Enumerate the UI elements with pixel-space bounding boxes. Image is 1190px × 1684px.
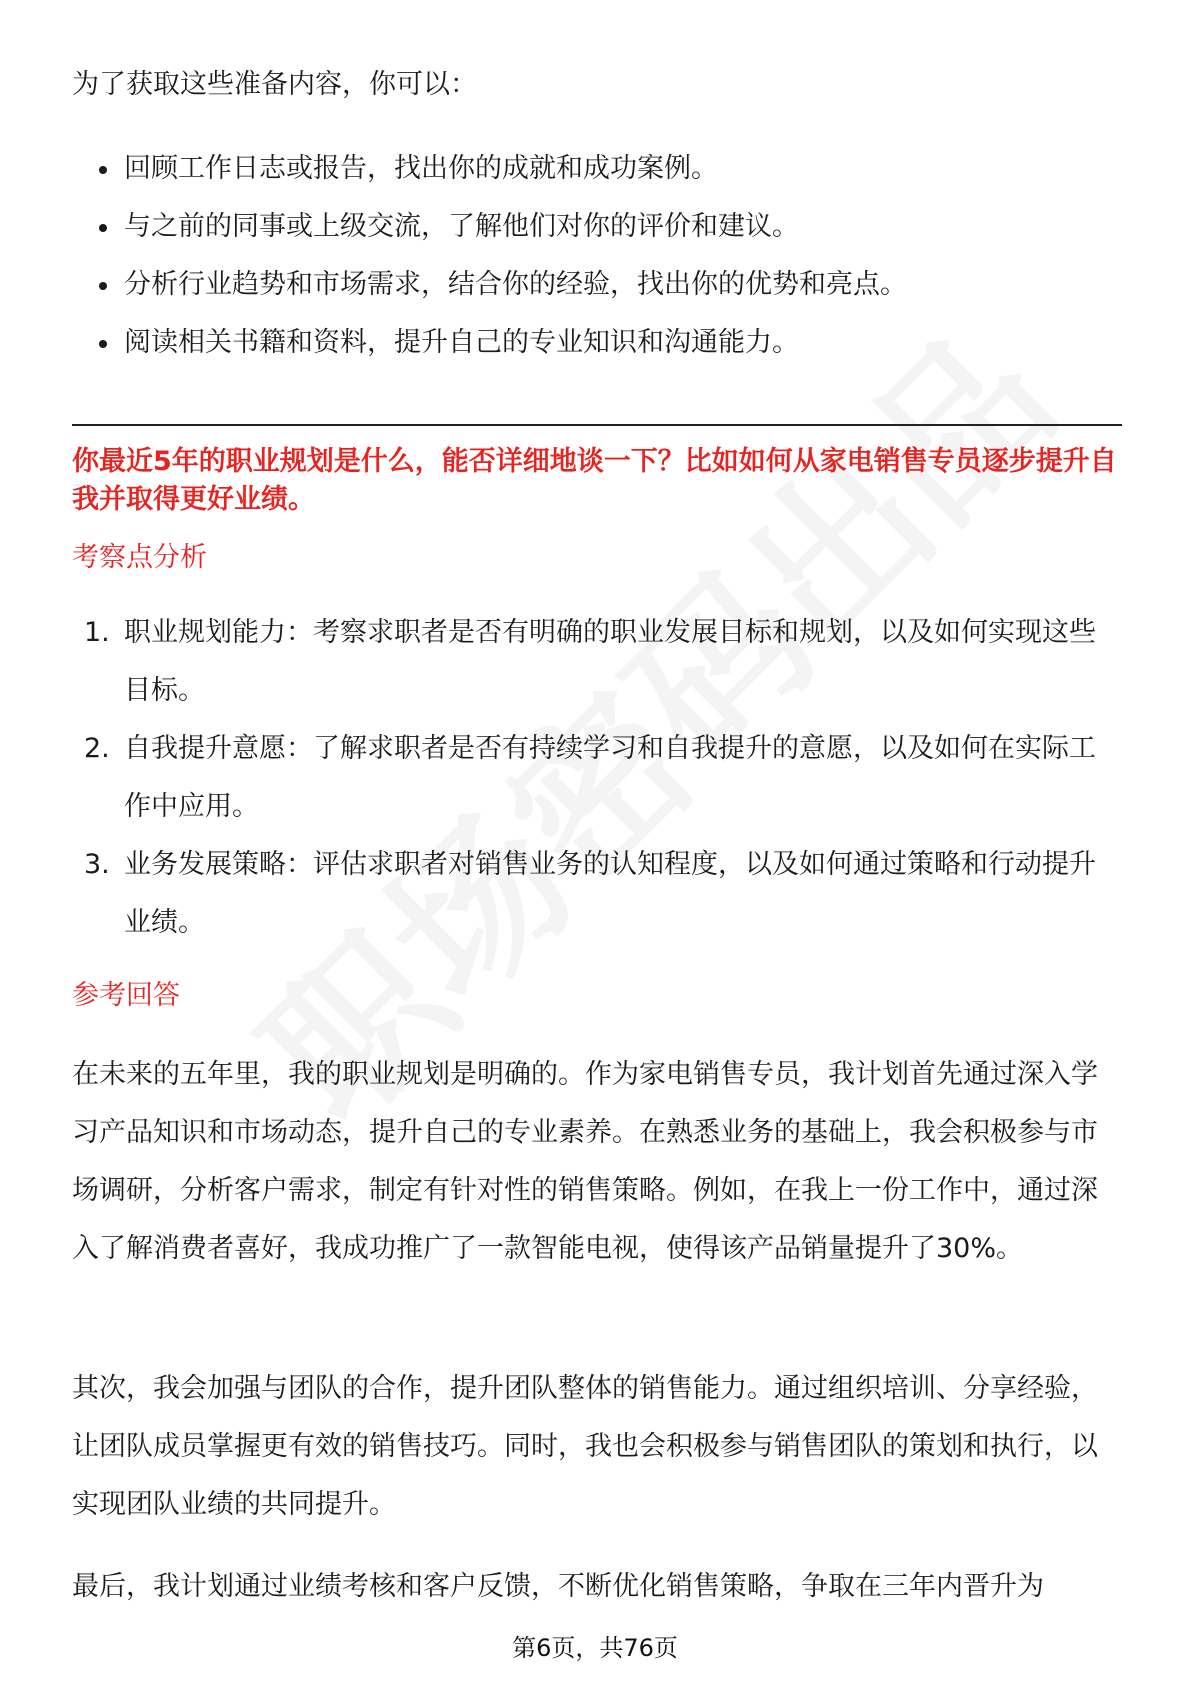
analysis-points (72, 604, 1122, 952)
list-item: 回顾工作日志或报告，找出你的成就和成功案例。 (72, 140, 907, 198)
list-item (72, 604, 1122, 720)
item-number: 3. (84, 849, 110, 880)
item-text: 自我提升意愿：了解求职者是否有持续学习和自我提升的意愿，以及如何在实际工作中应用。 (124, 733, 1096, 822)
analysis-heading: 考察点分析 (72, 542, 207, 573)
answer-paragraph: 其次，我会加强与团队的合作，提升团队整体的销售能力。通过组织培训、分享经验，让团队成员掌握更有效的销售技巧。同时，我也会积极参与销售团队的策划和执行，以实现团队业绩的共同提升。 (72, 1373, 1098, 1520)
item-number: 1. (84, 617, 110, 648)
interview-question: 你最近5年的职业规划是什么，能否详细地谈一下？比如如何从家电销售专员逐步提升自我并取得更好业绩。 (72, 446, 1117, 515)
list-item: 分析行业趋势和市场需求，结合你的经验，找出你的优势和亮点。 (72, 256, 907, 314)
list-item: 与之前的同事或上级交流，了解他们对你的评价和建议。 (72, 198, 907, 256)
answer-heading: 参考回答 (72, 980, 180, 1011)
list-item (72, 720, 1122, 836)
page-number: 第6页，共76页 (512, 1634, 678, 1662)
answer-paragraph: 最后，我计划通过业绩考核和客户反馈，不断优化销售策略，争取在三年内晋升为 (72, 1571, 1044, 1602)
item-text: 业务发展策略：评估求职者对销售业务的认知程度，以及如何通过策略和行动提升业绩。 (124, 849, 1096, 938)
list-item: 阅读相关书籍和资料，提升自己的专业知识和沟通能力。 (72, 314, 907, 372)
item-text: 职业规划能力：考察求职者是否有明确的职业发展目标和规划，以及如何实现这些目标。 (124, 617, 1096, 706)
section-divider (72, 424, 1122, 426)
answer-paragraph: 在未来的五年里，我的职业规划是明确的。作为家电销售专员，我计划首先通过深入学习产品知识和市场动态，提升自己的专业素养。在熟悉业务的基础上，我会积极参与市场调研，分析客户需求，制定有针对性的销售策略。例如，在我上一份工作中，通过深入了解消费者喜好，我成功推广了一款智能电视，使得该产品销量提升了30%。 (72, 1059, 1098, 1264)
intro-text: 为了获取这些准备内容，你可以： (72, 69, 477, 100)
item-number: 2. (84, 733, 110, 764)
list-item (72, 836, 1122, 952)
tips-list (72, 140, 907, 372)
